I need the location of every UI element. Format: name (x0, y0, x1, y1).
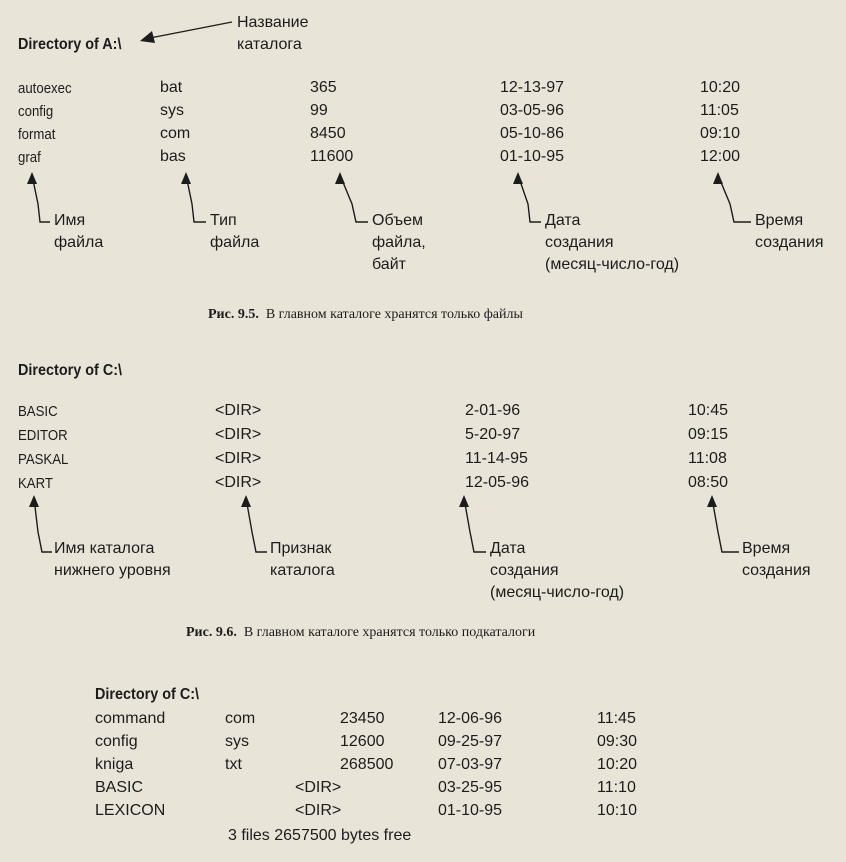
fig1-directory-title: Directory of A:\ (18, 36, 122, 53)
fig1-date-arrowhead (513, 172, 523, 184)
fig3-row1-size: 23450 (340, 710, 385, 727)
fig2-row4-time: 08:50 (688, 474, 729, 491)
fig2-label-date-l1: Дата (490, 540, 526, 557)
fig1-row2-date: 03-05-96 (500, 102, 565, 119)
fig2-label-time-l1: Время (742, 540, 791, 557)
fig1-label-size-l1: Объем (372, 212, 423, 229)
fig3-row2-name: config (95, 733, 138, 750)
fig2-name-arrowhead (29, 495, 39, 507)
fig3-row3-size: 268500 (340, 756, 394, 773)
fig2-row1-name: BASIC (18, 403, 58, 420)
fig2-row1-mark: <DIR> (215, 402, 262, 419)
fig3-row4-name: BASIC (95, 779, 144, 796)
fig1-caption-number: Рис. 9.5. (208, 307, 259, 322)
fig2-label-date-l2: создания (490, 562, 559, 579)
fig1-time-leader (718, 175, 751, 222)
fig2-row2-time: 09:15 (688, 426, 729, 443)
fig1-row3-name: format (18, 126, 56, 143)
fig1-row3-time: 09:10 (700, 125, 741, 142)
fig1-label-ext-l1: Тип (210, 212, 237, 229)
fig2-row3-mark: <DIR> (215, 450, 262, 467)
fig1-row4-date: 01-10-95 (500, 148, 565, 165)
fig1-row4-size: 11600 (310, 148, 354, 165)
fig1-row3-date: 05-10-86 (500, 125, 565, 142)
fig3-row1-name: command (95, 710, 166, 727)
fig1-row1-size: 365 (310, 79, 337, 96)
fig1-row2-time: 11:05 (700, 102, 739, 119)
fig2-row4-date: 12-05-96 (465, 474, 530, 491)
fig2-row1-time: 10:45 (688, 402, 729, 419)
fig3-row5-date: 01-10-95 (438, 802, 503, 819)
fig3-row5-name: LEXICON (95, 802, 166, 819)
fig2-row3-date: 11-14-95 (465, 450, 528, 467)
fig3-row3-time: 10:20 (597, 756, 638, 773)
fig2-label-date-l3: (месяц-число-год) (490, 584, 625, 601)
fig1-callout-line2: каталога (237, 36, 302, 53)
fig1-size-leader (340, 175, 368, 222)
fig2-label-mark-l1: Признак (270, 540, 332, 557)
fig3-row1-time: 11:45 (597, 710, 636, 727)
fig3-footer: 3 files 2657500 bytes free (228, 827, 412, 844)
fig1-label-time-l2: создания (755, 234, 824, 251)
fig1-label-date-l3: (месяц-число-год) (545, 256, 680, 273)
fig3-row2-ext: sys (225, 733, 249, 750)
fig1-ext-arrowhead (181, 172, 191, 184)
fig1-label-name-l1: Имя (54, 212, 86, 229)
fig2-row2-date: 5-20-97 (465, 426, 521, 443)
fig1-title-arrow-line (150, 22, 232, 38)
fig2-row4-name: KART (18, 475, 53, 492)
fig1-label-time-l1: Время (755, 212, 804, 229)
fig3-row4-date: 03-25-95 (438, 779, 503, 796)
fig1-title-arrowhead (140, 31, 155, 43)
fig1-name-arrowhead (27, 172, 37, 184)
fig3-row5-time: 10:10 (597, 802, 638, 819)
fig1-label-size-l3: байт (372, 256, 406, 273)
fig3-row3-name: kniga (95, 756, 134, 773)
fig2-label-time-l2: создания (742, 562, 811, 579)
fig1-row1-date: 12-13-97 (500, 79, 565, 96)
fig1-row2-name: config (18, 103, 54, 120)
fig3-row3-ext: txt (225, 756, 242, 773)
fig1-label-ext-l2: файла (210, 234, 260, 251)
fig1-row4-ext: bas (160, 148, 186, 165)
fig2-row1-date: 2-01-96 (465, 402, 521, 419)
fig3-row5-size: <DIR> (295, 802, 342, 819)
fig2-label-mark-l2: каталога (270, 562, 335, 579)
fig3-row2-time: 09:30 (597, 733, 638, 750)
fig1-row2-ext: sys (160, 102, 184, 119)
fig1-row1-name: autoexec (18, 80, 72, 97)
fig1-row4-name: graf (18, 149, 41, 166)
fig3-row1-date: 12-06-96 (438, 710, 503, 727)
fig3-row4-time: 11:10 (597, 779, 636, 796)
fig3-row4-size: <DIR> (295, 779, 342, 796)
fig3-row1-ext: com (225, 710, 256, 727)
fig1-row3-size: 8450 (310, 125, 346, 142)
fig1-callout-line1: Название (237, 14, 309, 31)
fig2-row3-name: PASKAL (18, 451, 69, 468)
fig1-row1-ext: bat (160, 79, 183, 96)
fig1-label-name-l2: файла (54, 234, 104, 251)
fig3-row2-date: 09-25-97 (438, 733, 503, 750)
fig2-row2-mark: <DIR> (215, 426, 262, 443)
fig3-row3-date: 07-03-97 (438, 756, 503, 773)
fig1-row3-ext: com (160, 125, 191, 142)
fig2-caption-number: Рис. 9.6. (186, 625, 237, 640)
fig1-label-date-l1: Дата (545, 212, 581, 229)
fig3-directory-title: Directory of C:\ (95, 686, 200, 703)
fig1-caption-text: В главном каталоге хранятся только файлы (265, 307, 523, 322)
fig1-label-size-l2: файла, (372, 234, 426, 251)
fig2-label-name-l1: Имя каталога (54, 540, 155, 557)
fig2-row4-mark: <DIR> (215, 474, 262, 491)
fig1-size-arrowhead (335, 172, 345, 184)
fig3-row2-size: 12600 (340, 733, 385, 750)
fig2-row3-time: 11:08 (688, 450, 727, 467)
fig1-row2-size: 99 (310, 102, 328, 119)
fig2-caption-text: В главном каталоге хранятся только подкаталоги (243, 625, 536, 640)
fig2-time-arrowhead (707, 495, 717, 507)
fig2-label-name-l2: нижнего уровня (54, 562, 171, 579)
fig2-row2-name: EDITOR (18, 427, 68, 444)
fig1-time-arrowhead (713, 172, 723, 184)
fig1-row1-time: 10:20 (700, 79, 741, 96)
fig2-directory-title: Directory of C:\ (18, 362, 123, 379)
fig2-mark-arrowhead (241, 495, 251, 507)
fig2-date-arrowhead (459, 495, 469, 507)
fig1-label-date-l2: создания (545, 234, 614, 251)
fig1-row4-time: 12:00 (700, 148, 741, 165)
